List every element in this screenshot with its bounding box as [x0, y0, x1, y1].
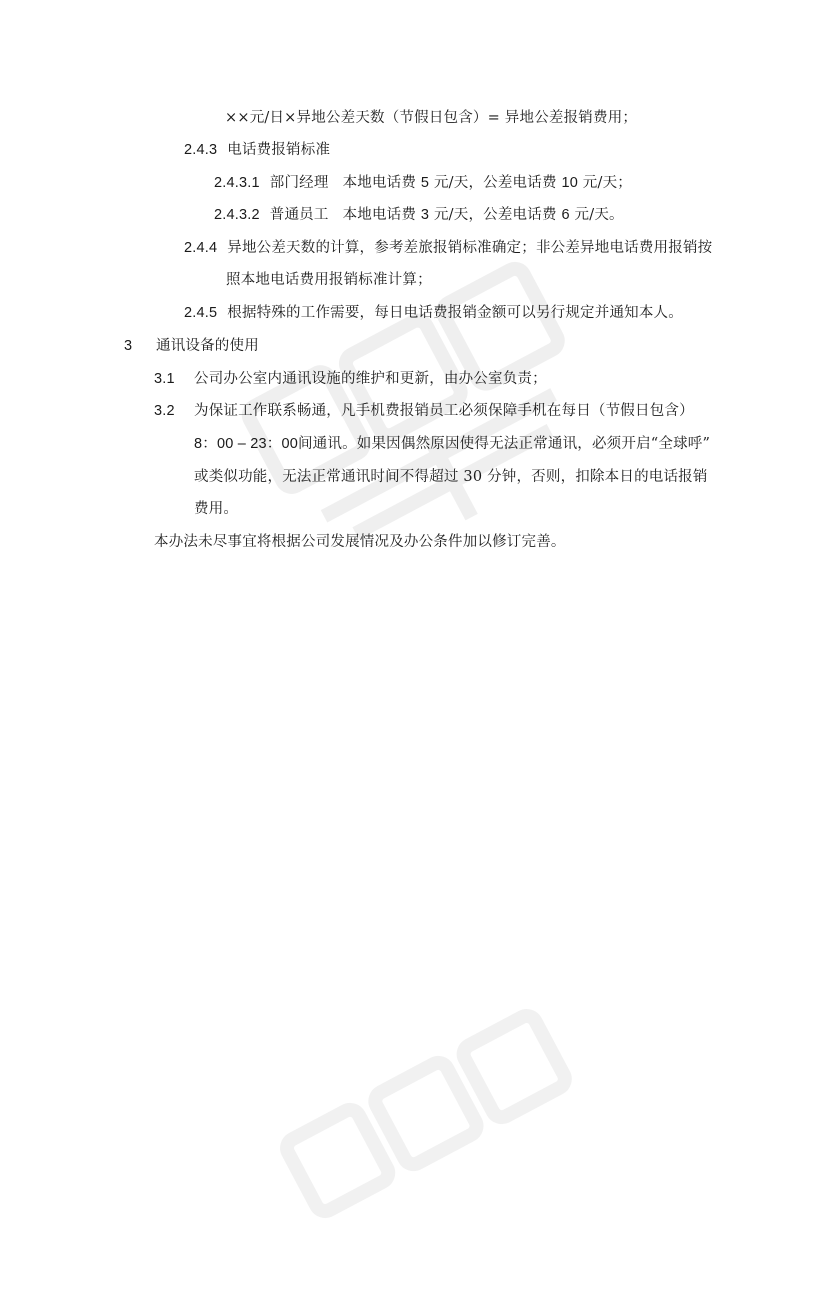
section-number: 2.4.5: [184, 305, 218, 321]
section-heading: 电话费报销标准: [227, 142, 331, 158]
paragraph-text: 本办法未尽事宜将根据公司发展情况及办公条件加以修订完善。: [154, 534, 566, 550]
paragraph-text: 公司办公室内通讯设施的维护和更新，由办公室负责；: [194, 371, 547, 387]
section-2-4-3: [184, 140, 330, 160]
section-number: 2.4.3: [184, 142, 218, 158]
paragraph-text: 根据特殊的工作需要，每日电话费报销金额可以另行规定并通知本人。: [227, 305, 683, 321]
paragraph-text: 间通讯。如果因偶然原因使得无法正常通讯，必须开启“全球呼”: [297, 436, 711, 452]
paragraph-text: 异地公差天数的计算，参考差旅报销标准确定；非公差异地电话费用报销按: [227, 240, 713, 256]
section-2-4-3-2: [214, 205, 624, 225]
rate-text: 元/天，公差电话费: [433, 175, 557, 191]
paragraph-text: 为保证工作联系畅通，凡手机费报销员工必须保障手机在每日（节假日包含）: [194, 403, 694, 419]
paragraph-text: 或类似功能，无法正常通讯时间不得超过 30 分钟，否则，扣除本日的电话报销: [194, 469, 708, 485]
section-number: 3.1: [154, 371, 175, 387]
section-number: 3.2: [154, 403, 175, 419]
rate-text: 元/天。: [574, 207, 624, 223]
time-range: 8：00 – 23：00: [194, 436, 298, 452]
section-2-4-4: [184, 238, 712, 258]
section-number: 3: [124, 338, 133, 354]
section-2-4-5: [184, 303, 683, 323]
section-3-1: [154, 369, 547, 389]
formula-text: ××元/日×异地公差天数（节假日包含）= 异地公差报销费用；: [225, 110, 638, 126]
section-2-4-3-1: [214, 173, 632, 193]
section-number: 2.4.3.1: [214, 175, 260, 191]
section-number: 2.4.4: [184, 240, 218, 256]
section-3-2-line2: [194, 434, 710, 454]
rate-text: 元/天，公差电话费: [433, 207, 557, 223]
section-3: [124, 336, 259, 356]
section-3-2: [154, 401, 694, 421]
section-2-4-4-continued: [226, 270, 432, 290]
section-number: 2.4.3.2: [214, 207, 260, 223]
rate-value: 3: [420, 207, 430, 223]
watermark-logo-icon: [252, 977, 628, 1303]
paragraph-text: 费用。: [194, 501, 239, 517]
section-3-2-line4: [194, 499, 238, 519]
role-label: 普通员工: [269, 207, 329, 223]
rate-text: 本地电话费: [342, 175, 417, 191]
rate-text: 元/天；: [582, 175, 632, 191]
closing-statement: [154, 532, 566, 552]
rate-value: 10: [561, 175, 578, 191]
section-3-2-line3: [194, 467, 708, 487]
section-heading: 通讯设备的使用: [156, 338, 259, 354]
rate-text: 本地电话费: [342, 207, 417, 223]
rate-value: 5: [420, 175, 430, 191]
formula-line: [225, 108, 637, 128]
paragraph-text: 照本地电话费用报销标准计算；: [226, 272, 432, 288]
role-label: 部门经理: [269, 175, 329, 191]
rate-value: 6: [561, 207, 570, 223]
